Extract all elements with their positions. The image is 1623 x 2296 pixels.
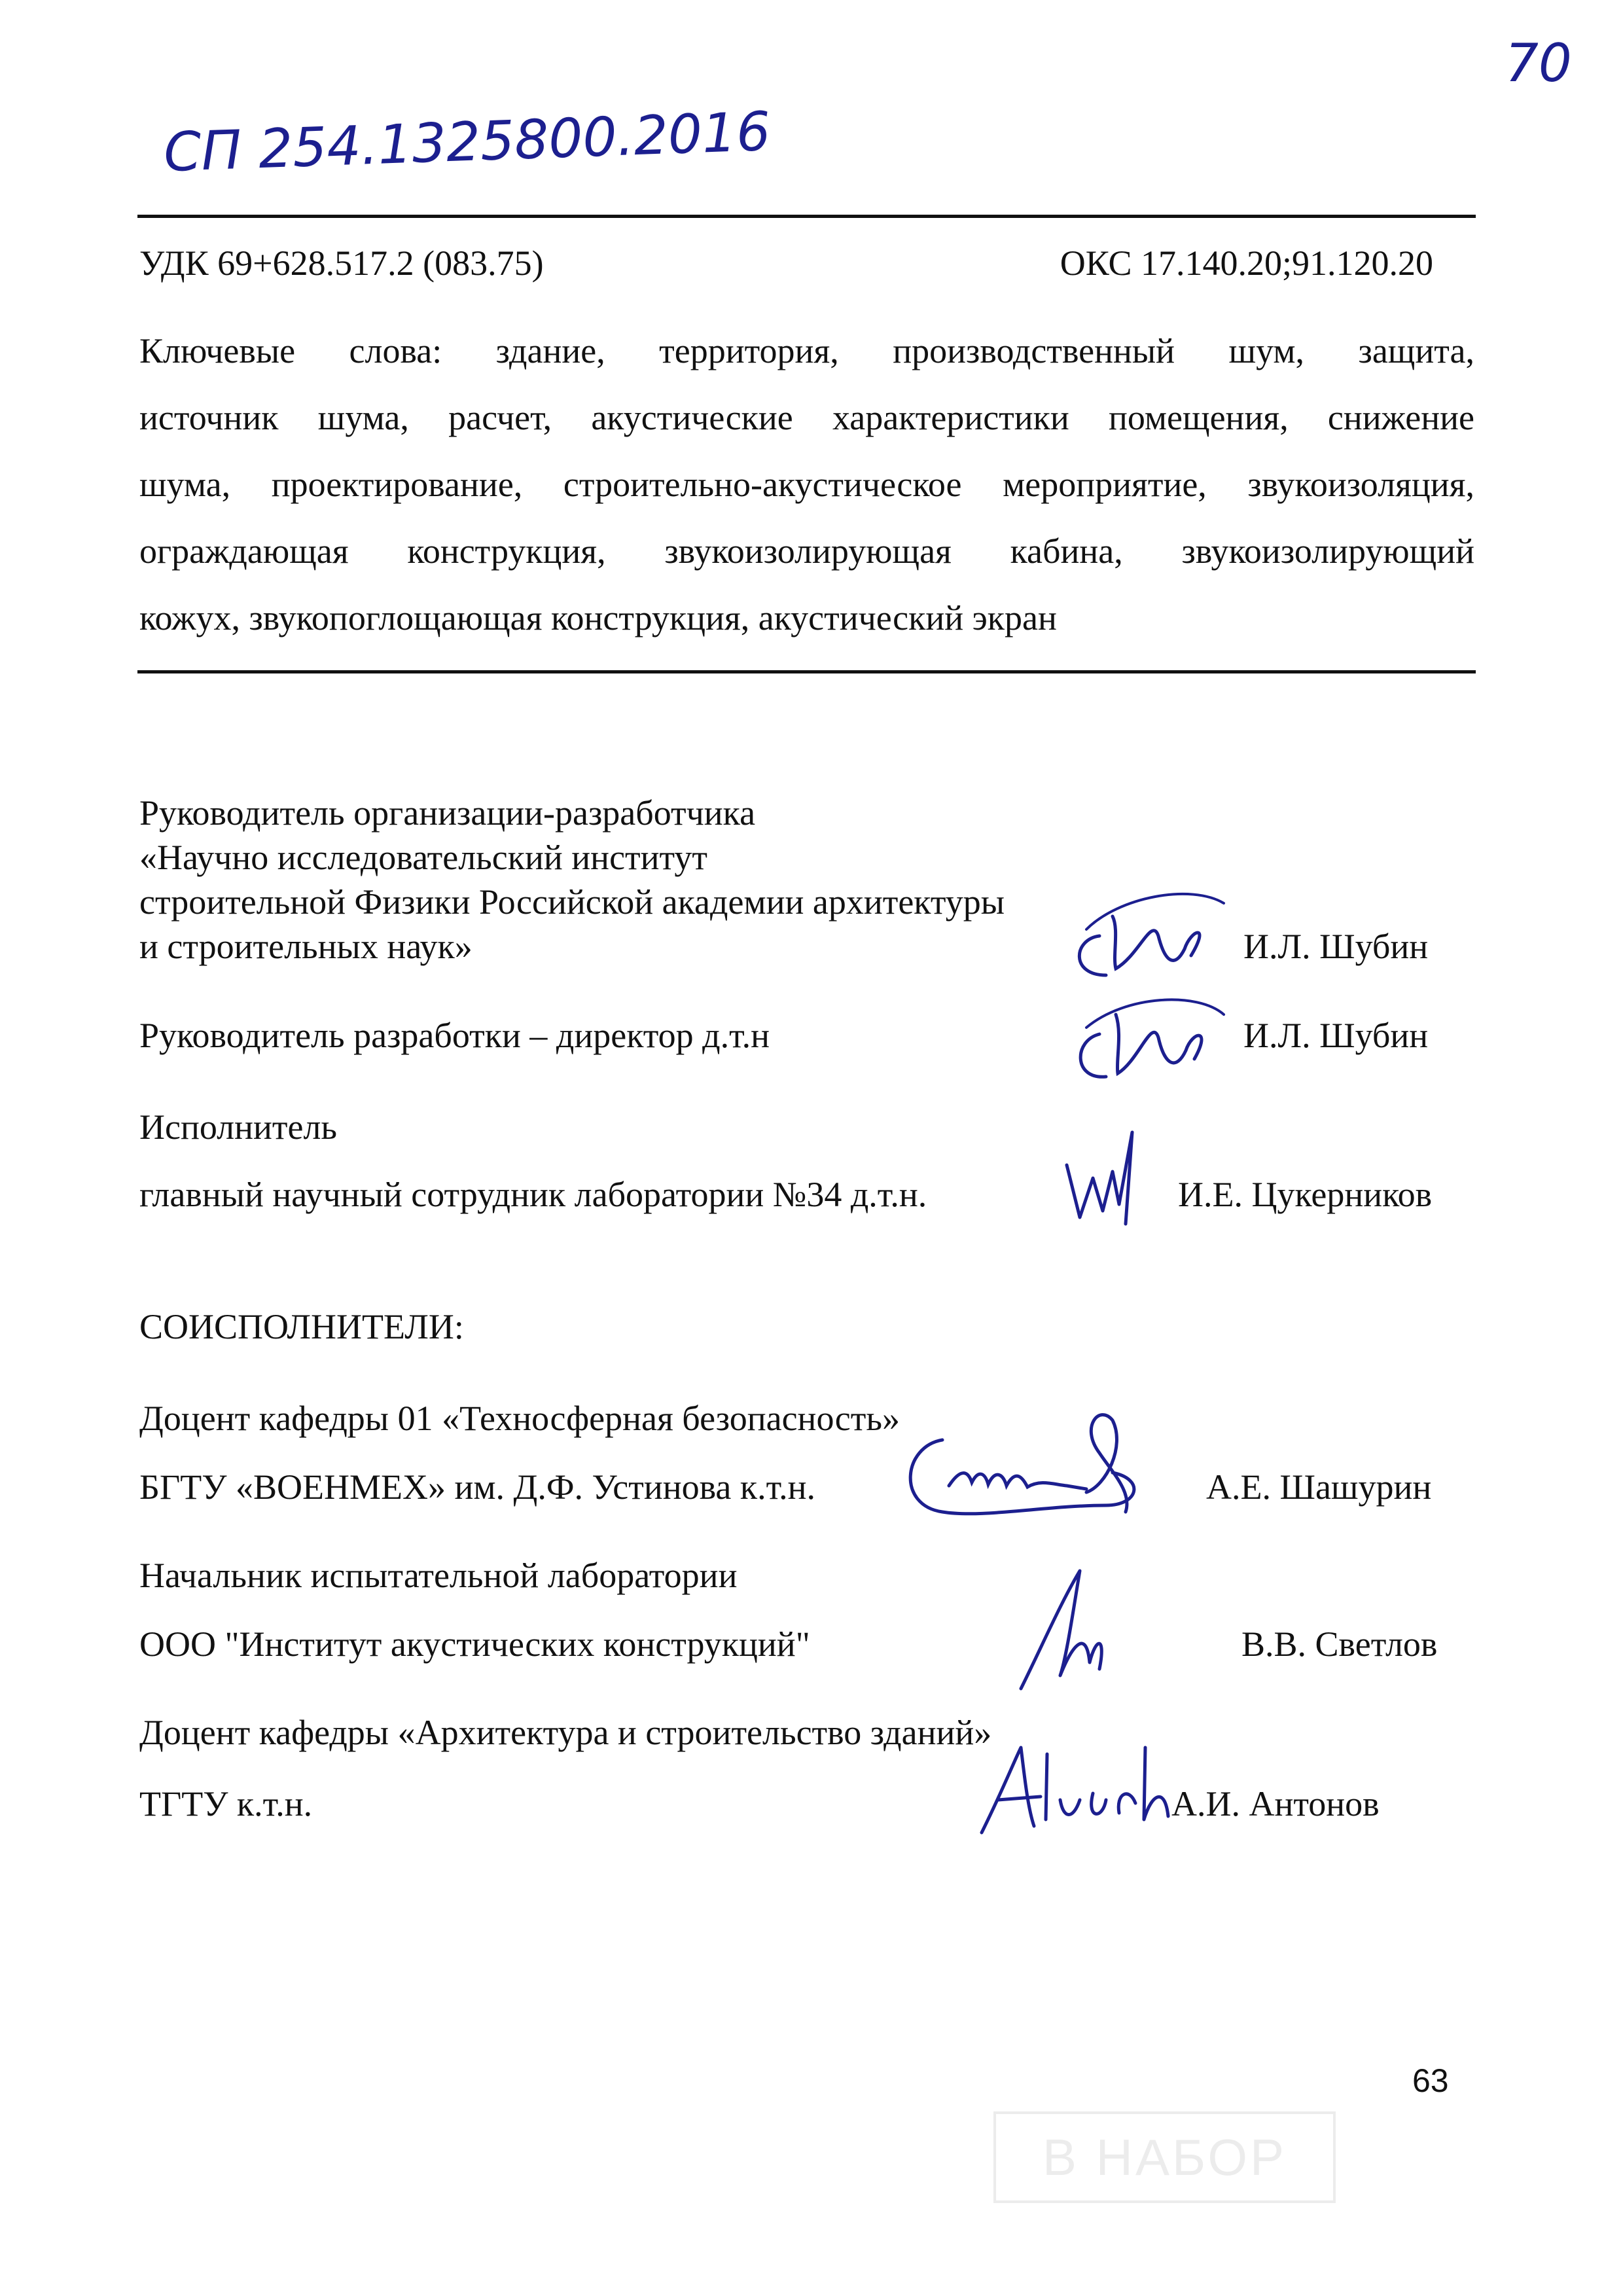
co1-affiliation: БГТУ «ВОЕНМЕХ» им. Д.Ф. Устинова к.т.н.: [139, 1467, 816, 1507]
top-rule: [137, 215, 1476, 218]
org-head-line: «Научно исследовательский институт: [139, 838, 708, 877]
signature-shubin-2: [1060, 982, 1230, 1100]
executor-title: главный научный сотрудник лаборатории №34 д.т.н.: [139, 1175, 927, 1214]
typeset-stamp: В НАБОР: [993, 2111, 1336, 2203]
executor-name: И.Е. Цукерников: [1178, 1175, 1433, 1214]
oks-code: ОКС 17.140.20;91.120.20: [1060, 243, 1433, 283]
dev-head-name: И.Л. Шубин: [1243, 1016, 1429, 1055]
keywords-bottom-rule: [137, 670, 1476, 673]
co1-position: Доцент кафедры 01 «Техносферная безопасность»: [139, 1399, 900, 1438]
keywords-line: источник шума, расчет, акустические характеристики помещения, снижение: [139, 398, 1474, 437]
handwritten-doc-code: СП 254.1325800.2016: [162, 100, 772, 185]
co2-name: В.В. Светлов: [1241, 1624, 1438, 1664]
co1-name: А.Е. Шашурин: [1206, 1467, 1432, 1507]
co3-affiliation: ТГТУ к.т.н.: [139, 1784, 313, 1823]
org-head-name: И.Л. Шубин: [1243, 927, 1429, 966]
signature-shashurin: [890, 1407, 1152, 1532]
keywords-block: [139, 317, 1474, 651]
signature-shubin-1: [1060, 877, 1230, 995]
keywords-line: шума, проектирование, строительно-акустическое мероприятие, звукоизоляция,: [139, 465, 1474, 504]
org-head-line: строительной Физики Российской академии архитектуры: [139, 882, 1005, 922]
page-number: 63: [1412, 2062, 1449, 2099]
co-executors-label: СОИСПОЛНИТЕЛИ:: [139, 1307, 464, 1346]
keywords-line: Ключевые слова: здание, территория, производственный шум, защита,: [139, 331, 1474, 370]
org-head-line: Руководитель организации-разработчика: [139, 793, 756, 833]
signature-tsukernikov: [1054, 1126, 1152, 1230]
co2-affiliation: ООО "Институт акустических конструкций": [139, 1624, 810, 1664]
co2-position: Начальник испытательной лаборатории: [139, 1556, 738, 1595]
keywords-line: кожух, звукопоглощающая конструкция, акустический экран: [139, 598, 1057, 637]
co3-position: Доцент кафедры «Архитектура и строительство зданий»: [139, 1713, 992, 1752]
dev-head-title: Руководитель разработки – директор д.т.н: [139, 1016, 770, 1055]
keywords-line: ограждающая конструкция, звукоизолирующая кабина, звукоизолирующий: [139, 531, 1474, 571]
handwritten-page-number: 70: [1505, 33, 1572, 94]
signature-antonov: [969, 1734, 1185, 1839]
co3-name: А.И. Антонов: [1171, 1784, 1380, 1823]
org-head-line: и строительных наук»: [139, 927, 473, 966]
executor-label: Исполнитель: [139, 1107, 338, 1147]
udk-code: УДК 69+628.517.2 (083.75): [139, 243, 544, 283]
signature-svetlov: [1001, 1564, 1132, 1695]
